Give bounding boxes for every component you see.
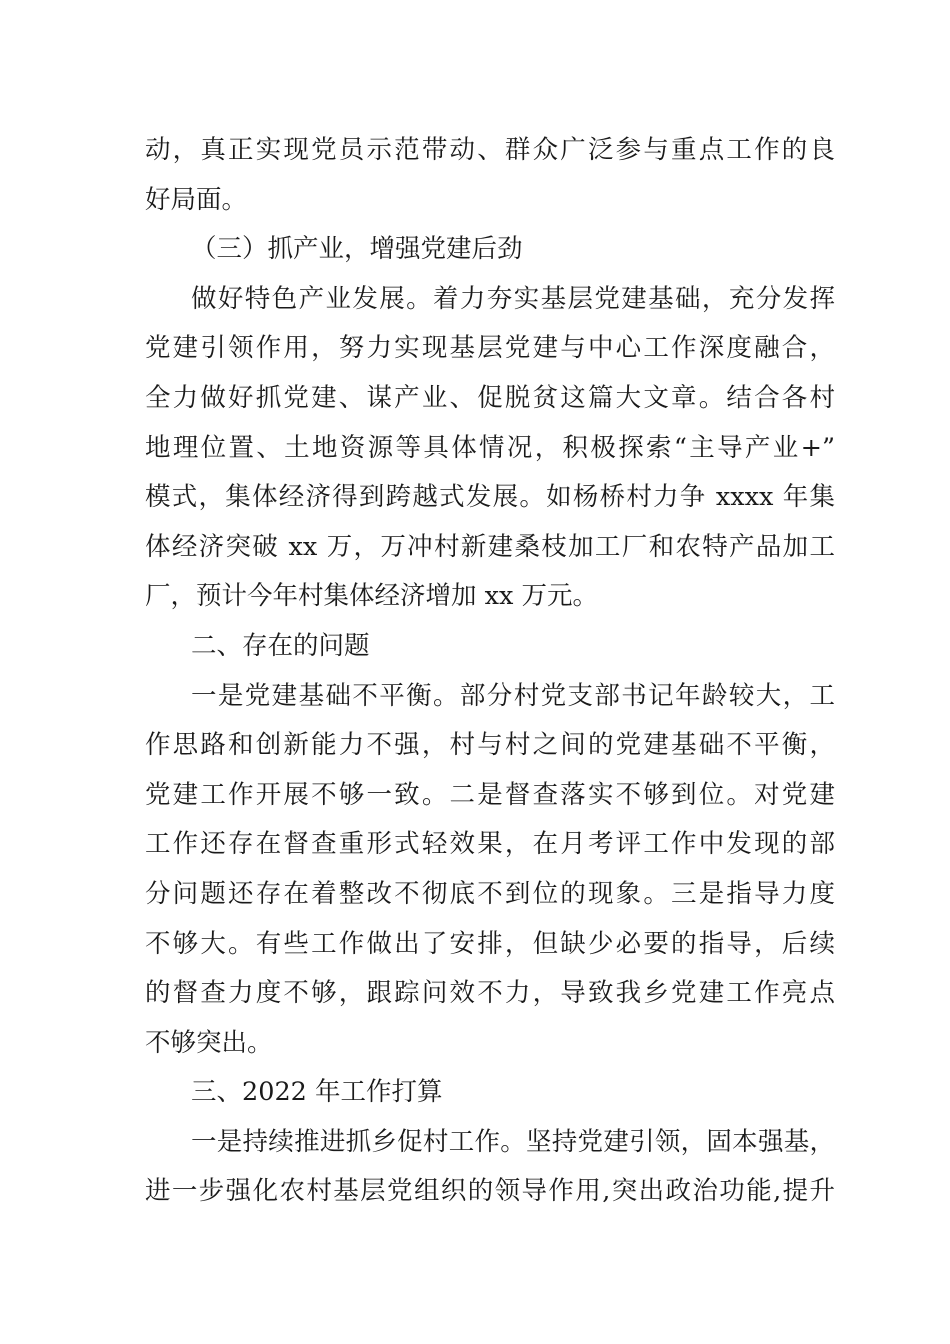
paragraph-line: 做好特色产业发展。着力夯实基层党建基础，充分发挥 [191, 283, 835, 314]
paragraph-line: 分问题还存在着整改不彻底不到位的现象。三是指导力度 [145, 878, 835, 909]
paragraph-line: 工作还存在督查重形式轻效果，在月考评工作中发现的部 [145, 829, 835, 860]
paragraph-line: 体经济突破 xx 万，万冲村新建桑枝加工厂和农特产品加工 [145, 531, 835, 562]
paragraph-line: 厂，预计今年村集体经济增加 xx 万元。 [145, 581, 598, 612]
paragraph-line: 不够大。有些工作做出了安排，但缺少必要的指导，后续 [145, 928, 835, 959]
paragraph-line: 作思路和创新能力不强，村与村之间的党建基础不平衡， [145, 730, 835, 761]
paragraph-line: 党建引领作用，努力实现基层党建与中心工作深度融合， [145, 333, 835, 364]
document-body [145, 126, 835, 1217]
paragraph-line: 一是党建基础不平衡。部分村党支部书记年龄较大，工 [191, 680, 835, 711]
paragraph-line: 动，真正实现党员示范带动、群众广泛参与重点工作的良 [145, 135, 835, 165]
section-heading: （三）抓产业，增强党建后劲 [191, 234, 523, 265]
paragraph-line: 好局面。 [145, 184, 248, 215]
paragraph-line: 地理位置、土地资源等具体情况，积极探索“主导产业+” [145, 432, 835, 463]
section-heading: 三、2022 年工作打算 [191, 1077, 443, 1108]
section-heading: 二、存在的问题 [191, 630, 370, 661]
paragraph-line: 的督查力度不够，跟踪问效不力，导致我乡党建工作亮点 [145, 978, 835, 1009]
paragraph-line: 模式，集体经济得到跨越式发展。如杨桥村力争 xxxx 年集 [145, 482, 835, 513]
paragraph-line: 一是持续推进抓乡促村工作。坚持党建引领，固本强基， [191, 1126, 835, 1157]
paragraph-line: 党建工作开展不够一致。二是督查落实不够到位。对党建 [145, 779, 835, 810]
paragraph-line: 不够突出。 [145, 1027, 273, 1058]
paragraph-line: 全力做好抓党建、谋产业、促脱贫这篇大文章。结合各村 [145, 382, 835, 413]
paragraph-line: 进一步强化农村基层党组织的领导作用,突出政治功能,提升 [145, 1176, 835, 1207]
